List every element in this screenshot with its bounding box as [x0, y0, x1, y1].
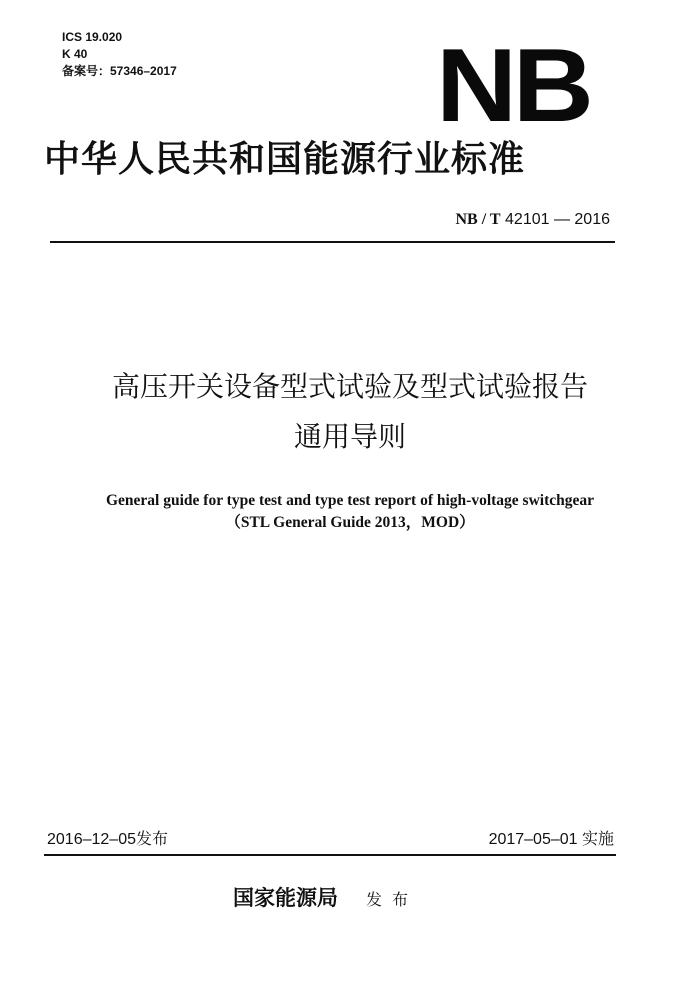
standard-number-value: 42101 — 2016 — [505, 211, 610, 228]
standard-number — [456, 210, 611, 230]
title-cn-line2: 通用导则 — [293, 420, 406, 453]
issuer-organization: 国家能源局 — [233, 885, 338, 910]
implementation-date: 2017–05–01 实施 — [488, 831, 614, 848]
issue-date: 2016–12–05发布 — [47, 831, 168, 848]
title-en-line1: General guide for type test and type test report of high-voltage switchgear — [105, 492, 595, 509]
issuer-line — [233, 884, 418, 914]
class-code: K 40 — [62, 47, 88, 61]
title-cn-line1: 高压开关设备型式试验及型式试验报告 — [111, 370, 588, 403]
nb-logo: NB — [436, 28, 590, 144]
document-title-cn — [0, 367, 700, 457]
title-en-line2: （STL General Guide 2013，MOD） — [225, 514, 475, 531]
ics-code: ICS 19.020 — [62, 30, 123, 44]
standard-issuing-body-title: 中华人民共和国能源行业标准 — [44, 138, 526, 180]
standard-number-prefix: NB / T — [455, 211, 501, 228]
filing-number: 备案号：57346–2017 — [62, 64, 177, 78]
classification-block — [62, 29, 177, 80]
top-divider — [50, 241, 615, 243]
document-title-en — [0, 490, 700, 534]
bottom-divider — [44, 854, 616, 856]
issuer-action: 发布 — [366, 890, 419, 909]
